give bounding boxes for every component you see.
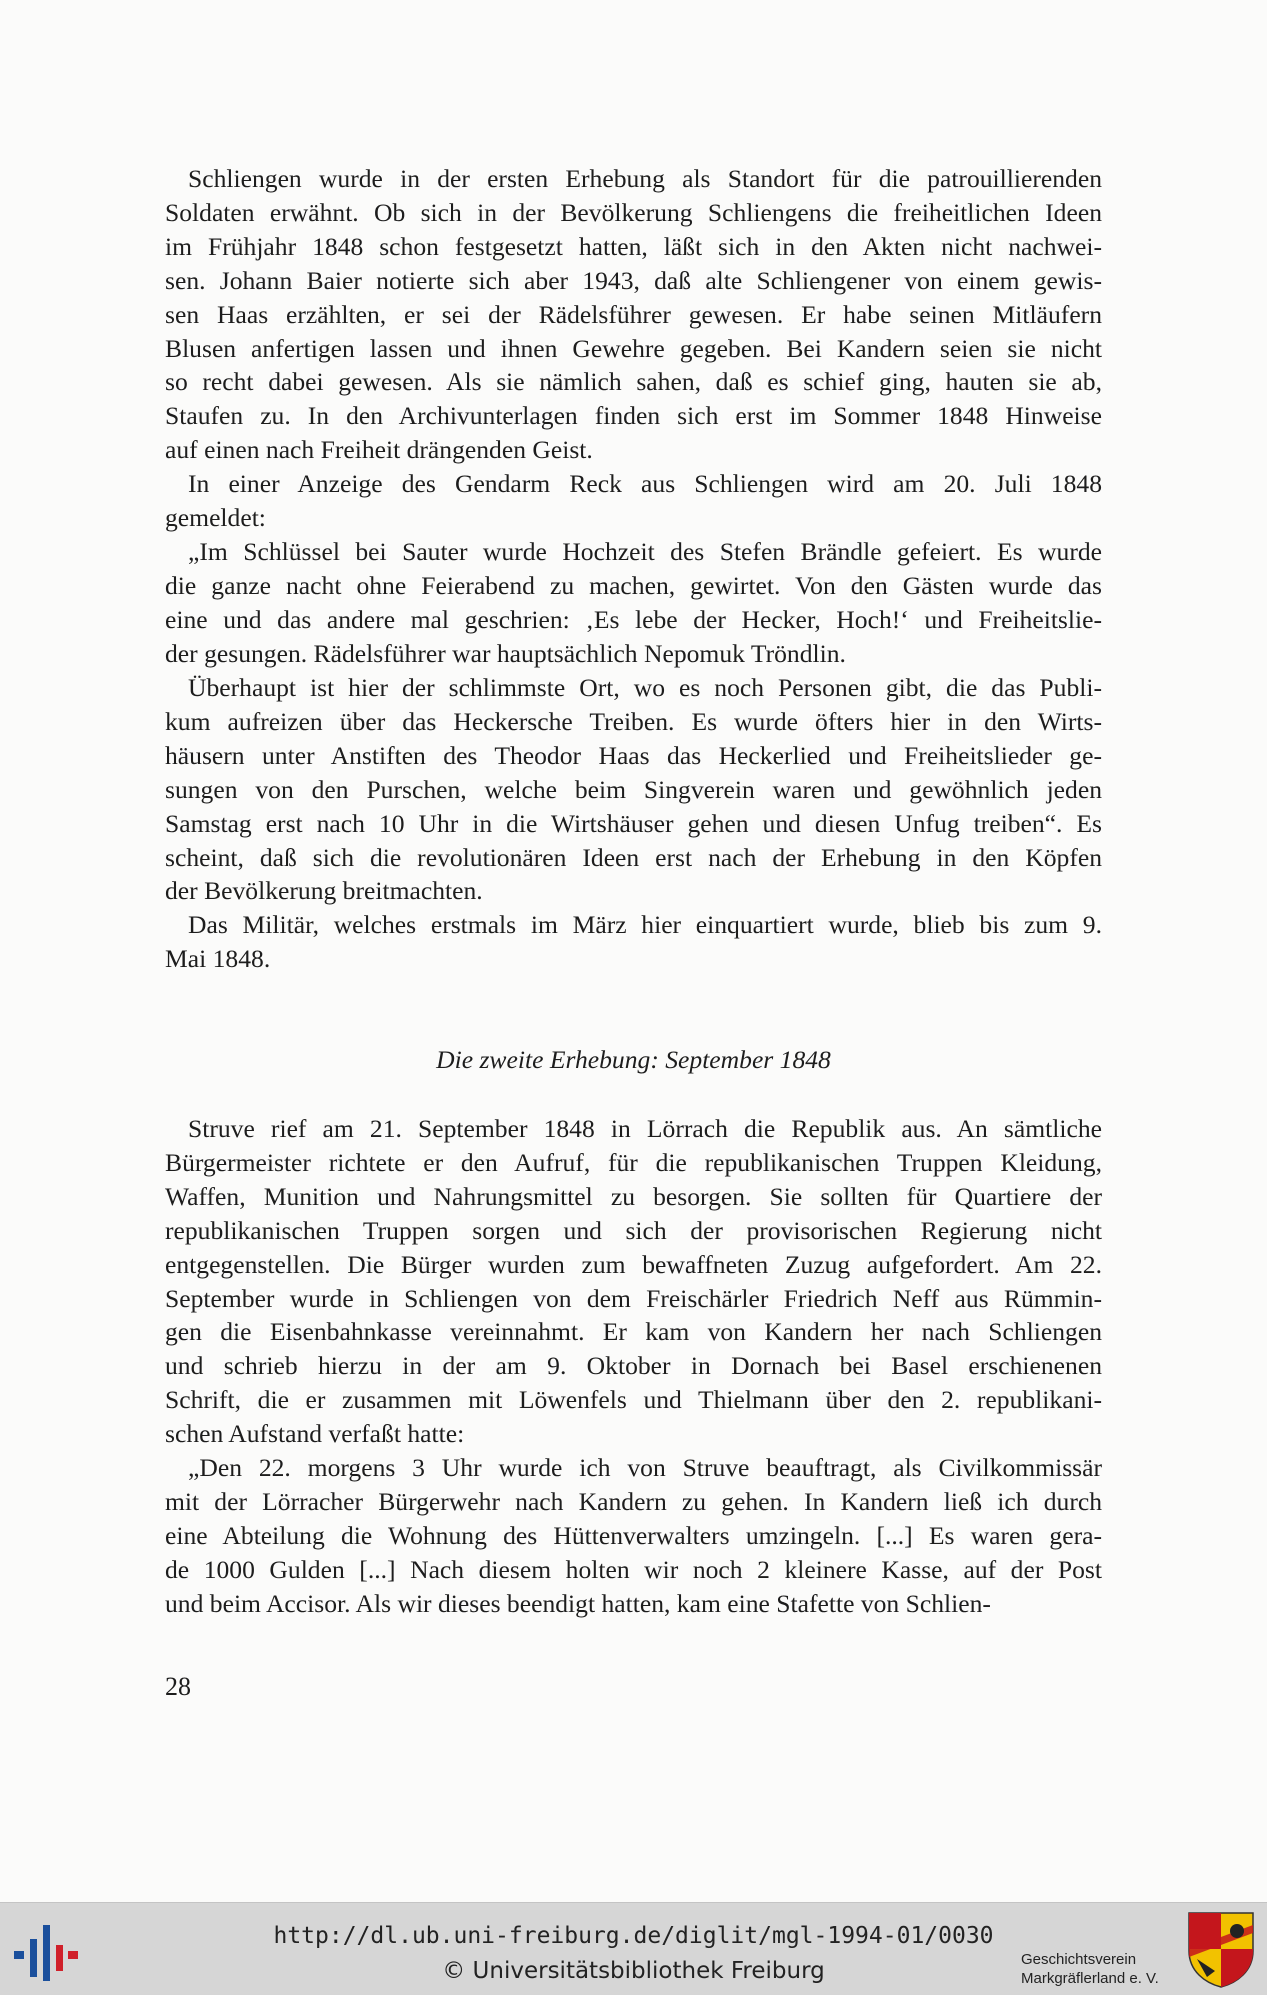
society-line-2: Markgräflerland e. V.: [1021, 1970, 1159, 1987]
text-line: Schrift, die er zusammen mit Löwenfels und Thielmann über den 2. republikani-: [165, 1385, 1102, 1415]
text-line: Blusen anfertigen lassen und ihnen Gewehre gegeben. Bei Kandern seien sie nicht: [165, 333, 1102, 363]
text-line: Staufen zu. In den Archivunterlagen finden sich erst im Sommer 1848 Hinweise: [165, 401, 1102, 431]
text-line: Überhaupt ist hier der schlimmste Ort, wo es noch Personen gibt, die das Publi-: [188, 673, 1102, 702]
footer-bar: [0, 1902, 1267, 1995]
text-line: der Bevölkerung breitmachten.: [165, 876, 483, 906]
text-line: „Im Schlüssel bei Sauter wurde Hochzeit des Stefen Brändle gefeiert. Es wurde: [188, 537, 1102, 566]
text-line: sungen von den Purschen, welche beim Singverein waren und gewöhnlich jeden: [165, 774, 1102, 804]
text-line: Schliengen wurde in der ersten Erhebung als Standort für die patrouillierenden: [188, 164, 1102, 193]
quote-paragraph-neff: [165, 1451, 1102, 1621]
copyright-text: © Universitätsbibliothek Freiburg: [442, 1958, 825, 1984]
text-line: Mai 1848.: [165, 943, 271, 973]
paragraph-1: [165, 162, 1102, 467]
text-line: häusern unter Anstiften des Theodor Haas das Heckerlied und Freiheitslieder ge-: [165, 740, 1102, 770]
text-line: republikanischen Truppen sorgen und sich der provisorischen Regierung nicht: [165, 1215, 1102, 1245]
text-line: und beim Accisor. Als wir dieses beendigt hatten, kam eine Stafette von Schlien-: [165, 1588, 991, 1618]
text-line: mit der Lörracher Bürgerwehr nach Kandern zu gehen. In Kandern ließ ich durch: [165, 1486, 1102, 1516]
text-line: so recht dabei gewesen. Als sie nämlich sahen, daß es schief ging, hauten sie ab,: [165, 367, 1102, 397]
text-line: eine und das andere mal geschrien: ‚Es lebe der Hecker, Hoch!‘ und Freiheitslie-: [165, 604, 1102, 634]
paragraph-struve: [165, 1112, 1102, 1451]
quote-paragraph-2: [165, 671, 1102, 908]
text-line: „Den 22. morgens 3 Uhr wurde ich von Struve beauftragt, als Civilkommissär: [188, 1453, 1102, 1482]
text-line: Waffen, Munition und Nahrungsmittel zu besorgen. Sie sollten für Quartiere der: [165, 1181, 1102, 1211]
text-line: sen. Johann Baier notierte sich aber 1943, daß alte Schliengener von einem gewis-: [165, 265, 1102, 295]
society-name: [1021, 1950, 1159, 1988]
text-line: Das Militär, welches erstmals im März hier einquartiert wurde, blieb bis zum 9.: [188, 910, 1102, 939]
quote-paragraph-1: [165, 535, 1102, 671]
text-line: und schrieb hierzu in der am 9. Oktober in Dornach bei Basel erschienenen: [165, 1351, 1102, 1381]
paragraph-military: [165, 908, 1102, 976]
text-line: der gesungen. Rädelsführer war hauptsächlich Nepomuk Tröndlin.: [165, 638, 846, 668]
text-line: entgegenstellen. Die Bürger wurden zum bewaffneten Zuzug aufgefordert. Am 22.: [165, 1249, 1102, 1279]
text-line: Bürgermeister richtete er den Aufruf, für die republikanischen Truppen Kleidung,: [165, 1147, 1102, 1177]
text-line: de 1000 Gulden [...] Nach diesem holten wir noch 2 kleinere Kasse, auf der Post: [165, 1554, 1102, 1584]
text-line: September wurde in Schliengen von dem Freischärler Friedrich Neff aus Rümmin-: [165, 1283, 1102, 1313]
text-line: die ganze nacht ohne Feierabend zu machen, gewirtet. Von den Gästen wurde das: [165, 570, 1102, 600]
section-heading: Die zweite Erhebung: September 1848: [436, 1045, 831, 1074]
text-line: gen die Eisenbahnkasse vereinnahmt. Er kam von Kandern her nach Schliengen: [165, 1317, 1102, 1347]
text-line: eine Abteilung die Wohnung des Hüttenverwalters umzingeln. [...] Es waren gera-: [165, 1520, 1102, 1550]
text-line: In einer Anzeige des Gendarm Reck aus Schliengen wird am 20. Juli 1848: [188, 469, 1102, 498]
page-number: 28: [165, 1672, 191, 1701]
text-line: im Frühjahr 1848 schon festgesetzt hatten, läßt sich in den Akten nicht nachwei-: [165, 231, 1102, 261]
permalink-link[interactable]: http://dl.ub.uni-freiburg.de/diglit/mgl-1994-01/0030: [273, 1923, 994, 1949]
text-line: gemeldet:: [165, 502, 266, 532]
text-line: kum aufreizen über das Heckersche Treiben. Es wurde öfters hier in den Wirts-: [165, 706, 1102, 736]
text-line: Struve rief am 21. September 1848 in Lörrach die Republik aus. An sämtliche: [188, 1114, 1102, 1143]
text-line: sen Haas erzählten, er sei der Rädelsführer gewesen. Er habe seinen Mitläufern: [165, 299, 1102, 329]
society-line-1: Geschichtsverein: [1021, 1951, 1137, 1968]
text-line: auf einen nach Freiheit drängenden Geist.: [165, 435, 593, 465]
text-line: Samstag erst nach 10 Uhr in die Wirtshäuser gehen und diesen Unfug treiben“. Es: [165, 808, 1102, 838]
paragraph-2: [165, 467, 1102, 535]
text-line: scheint, daß sich die revolutionären Ideen erst nach der Erhebung in den Köpfen: [165, 842, 1102, 872]
coat-of-arms-icon: [1187, 1911, 1255, 1989]
text-line: Soldaten erwähnt. Ob sich in der Bevölkerung Schliengens die freiheitlichen Ideen: [165, 197, 1102, 227]
text-line: schen Aufstand verfaßt hatte:: [165, 1419, 465, 1449]
